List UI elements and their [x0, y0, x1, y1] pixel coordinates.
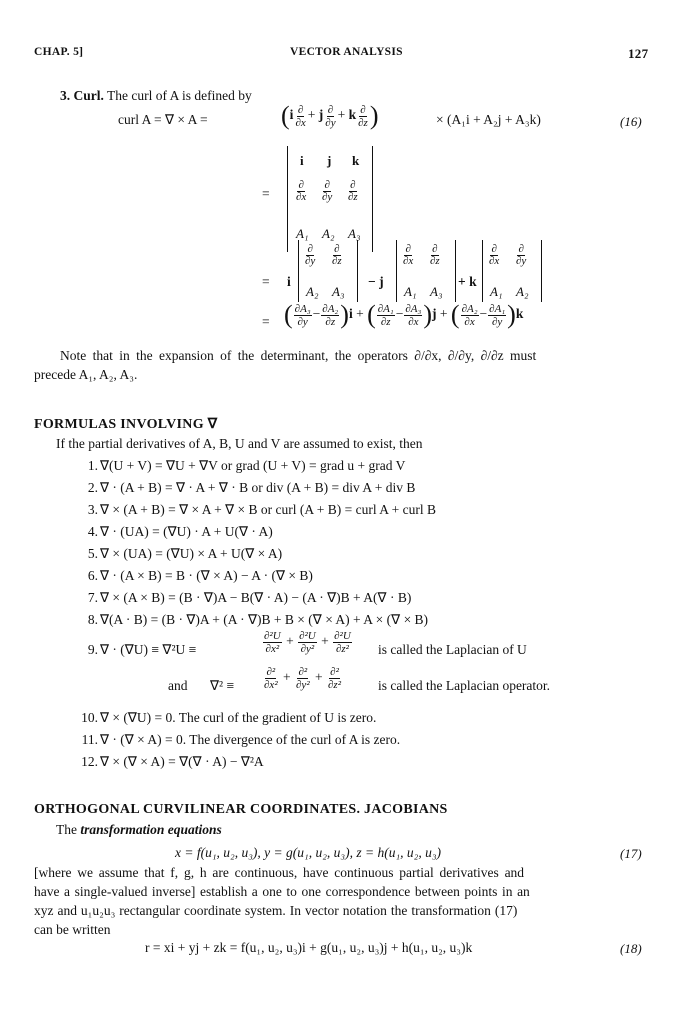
minor-i-b1: A₂ [306, 284, 319, 299]
expanded-equals: = [262, 314, 270, 329]
note-line-1: Note that in the expansion of the determinant, the operators ∂/∂x, ∂/∂y, ∂/∂z must [60, 348, 537, 363]
coords-para-line-1: [where we assume that f, g, h are continuous, have continuous partial derivatives and [34, 865, 525, 880]
eq18-number: (18) [620, 941, 642, 956]
minor-k-b2: A₂ [516, 284, 529, 299]
det-j: j [327, 153, 332, 168]
minor-j-b2: A₃ [430, 284, 443, 299]
minor-i-d1: ∂ ∂y [305, 243, 316, 267]
formulas-intro: If the partial derivatives of A, B, U and V are assumed to exist, then [56, 436, 423, 451]
running-header-title: VECTOR ANALYSIS [290, 46, 403, 58]
det-i: i [300, 153, 304, 168]
minor-j-b1: A₁ [404, 284, 417, 299]
page-number: 127 [628, 46, 649, 61]
minors-equals: = [262, 274, 270, 289]
page: CHAP. 5] VECTOR ANALYSIS 127 3. Curl. The curl of A is defined by curl A = ∇ × A = (i $\frac{\partial}{\partial x}$ + j $\frac{\partial}{\partial y}$ + k $\frac{\partial}{\partial z}$ ) × (A₁i + A₂j + A₃k) (16) = i j k ∂ ∂x ∂ ∂y ∂ ∂z A₁ A₂ A₃ = i ∂ ∂y ∂ ∂z A₂ A₃ − j ∂ ∂x ∂ ∂z A₁ A₃ + k ∂ ∂x ∂ ∂y A₁ A₂ = ( $\frac{\text{∂A₃}}{\partial y}$ − $\frac{\text{∂A₂}}{\partial z}$ )i + ( $\frac{\text{∂A₁}}{\partial z}$ − $\frac{\text{∂A₃}}{\partial x}$ )j + ( $\frac{\text{∂A₂}}{\partial x}$ − $\frac{\text{∂A₁}}{\partial y}$ )k Note that in the expansion of the determinant, the operators ∂/∂x, ∂/∂y, ∂/∂z must precede A₁, A₂, A₃. FORMULAS INVOLVING ∇ If the partial derivatives of A, B, U and V are assumed to exist, then 1. ∇(U + V) = ∇U + ∇V or grad (U + V) = grad u + grad V 2. ∇ · (A + B) = ∇ · A + ∇ · B or div (A + B) = div A + div B 3. ∇ × (A + B) = ∇ × A + ∇ × B or curl (A + B) = curl A + curl B 4. ∇ · (UA) = (∇U) · A + U(∇ · A) 5. ∇ × (UA) = (∇U) × A + U(∇ × A) 6. ∇ · (A × B) = B · (∇ × A) − A · (∇ × B) 7. ∇ × (A × B) = (B · ∇)A − B(∇ · A) − (A · ∇)B + A(∇ · B) 8. ∇(A · B) = (B · ∇)A + (A · ∇)B + B × (∇ × A) + A × (∇ × B) 9. ∇ · (∇U) ≡ ∇²U ≡ $\frac{\text{∂²U}}{\text{∂x²}}$ + $\frac{\text{∂²U}}{\text{∂y²}}$ + $\frac{\text{∂²U}}{\text{∂z²}}$ is called the Laplacian of U and ∇² ≡ $\frac{\text{∂²}}{\text{∂x²}}$ + $\frac{\text{∂²}}{\text{∂y²}}$ + $\frac{\text{∂²}}{\text{∂z²}}$ is called the Laplacian operator. 10. ∇ × (∇U) = 0. The curl of the gradient of U is zero. 11. ∇ · (∇ × A) = 0. The divergence of the curl of A is zero. 12. ∇ × (∇ × A) = ∇(∇ · A) − ∇²A ORTHOGONAL CURVILINEAR COORDINATES. JACOBIANS The transformation equations x = f(u₁, u₂, u₃), y = g(u₁, u₂, u₃), z = h(u₁, u₂, u₃) (17) [where we assume that f, g, h are continuous, have continuous partial derivatives and have a single-valued inverse] establish a one to one correspondence between points in an xyz and u₁u₂u₃ rectangular coordinate system. In vector notation the transformation (17) can be written r = xi + yj + zk = f(u₁, u₂, u₃)i + g(u₁, u₂, u₃)j + h(u₁, u₂, u₃)k (18) [34, 46, 649, 956]
minor-j-d2: ∂ ∂z [430, 243, 440, 267]
minor-k-d2: ∂ ∂y [516, 243, 527, 267]
minor-j-label: − j [368, 274, 384, 289]
minor-i-d2: ∂ ∂z [332, 243, 342, 267]
formulas-heading: FORMULAS INVOLVING ∇ [34, 417, 218, 432]
curl-heading-num: 3. [60, 88, 71, 103]
note-line-2: precede A₁, A₂, A₃. [34, 367, 138, 382]
laplacian-operator-lhs: ∇² ≡ [210, 678, 235, 693]
curl-heading-text: The curl of A is defined by [107, 88, 252, 103]
expanded-curl: ( $\frac{\text{∂A₃}}{\partial y}$ − $\frac{\text{∂A₂}}{\partial z}$ )i + ( $\frac{\text{∂A₁}}{\partial z}$ − $\frac{\text{∂A₃}}{\partial x}$ )j + ( $\frac{\text{∂A₂}}{\partial x}$ − $\frac{\text{∂A₁}}{\partial y}$ )k [284, 300, 524, 329]
minor-k-label: + k [458, 274, 477, 289]
eq16-number: (16) [620, 114, 642, 129]
eq16-rhs: × (A₁i + A₂j + A₃k) [436, 112, 541, 127]
det-k: k [352, 153, 360, 168]
det-d-dx: ∂ ∂x [296, 179, 307, 203]
det-a3: A₃ [348, 226, 361, 241]
minor-j-d1: ∂ ∂x [403, 243, 414, 267]
coords-intro: The transformation equations [56, 822, 222, 837]
laplacian-operator-tail: is called the Laplacian operator. [378, 678, 551, 693]
eq17: x = f(u₁, u₂, u₃), y = g(u₁, u₂, u₃), z = h(u₁, u₂, u₃) [175, 845, 442, 860]
laplacian-operator-fracs: $\frac{\text{∂²}}{\text{∂x²}}$ + $\frac{\text{∂²}}{\text{∂y²}}$ + $\frac{\text{∂²}}{\text{∂z²}}$ [264, 666, 342, 691]
running-header-chapter: CHAP. 5] [34, 46, 84, 58]
eq17-number: (17) [620, 846, 642, 861]
det-d-dz: ∂ ∂z [348, 179, 358, 203]
det-d-dy: ∂ ∂y [322, 179, 333, 203]
det-equals: = [262, 186, 270, 201]
minor-i-b2: A₃ [332, 284, 345, 299]
minor-i-label: i [287, 274, 291, 289]
coords-para-line-4: can be written [34, 922, 111, 937]
minor-k-d1: ∂ ∂x [489, 243, 500, 267]
and-word: and [168, 678, 188, 693]
coords-para-line-2: have a single-valued inverse] establish a one to one correspondence between points in an [34, 884, 530, 899]
eq16-operator: (i $\frac{\partial}{\partial x}$ + j $\frac{\partial}{\partial y}$ + k $\frac{\partial}{\partial z}$ ) [281, 101, 379, 130]
det-a2: A₂ [322, 226, 335, 241]
coords-heading: ORTHOGONAL CURVILINEAR COORDINATES. JACOBIANS [34, 802, 448, 817]
det-a1: A₁ [296, 226, 309, 241]
formula-9-fracs: $\frac{\text{∂²U}}{\text{∂x²}}$ + $\frac{\text{∂²U}}{\text{∂y²}}$ + $\frac{\text{∂²U}}{\text{∂z²}}$ [264, 630, 351, 655]
coords-para-line-3: xyz and u₁u₂u₃ rectangular coordinate system. In vector notation the transformation (17) [34, 903, 518, 918]
minor-k-b1: A₁ [490, 284, 503, 299]
curl-heading-title: Curl. [73, 88, 104, 103]
eq16-lhs: curl A = ∇ × A = [118, 112, 208, 127]
formula-9-tail: is called the Laplacian of U [378, 642, 527, 657]
curl-heading [60, 88, 252, 104]
eq18: r = xi + yj + zk = f(u₁, u₂, u₃)i + g(u₁, u₂, u₃)j + h(u₁, u₂, u₃)k [145, 940, 473, 955]
